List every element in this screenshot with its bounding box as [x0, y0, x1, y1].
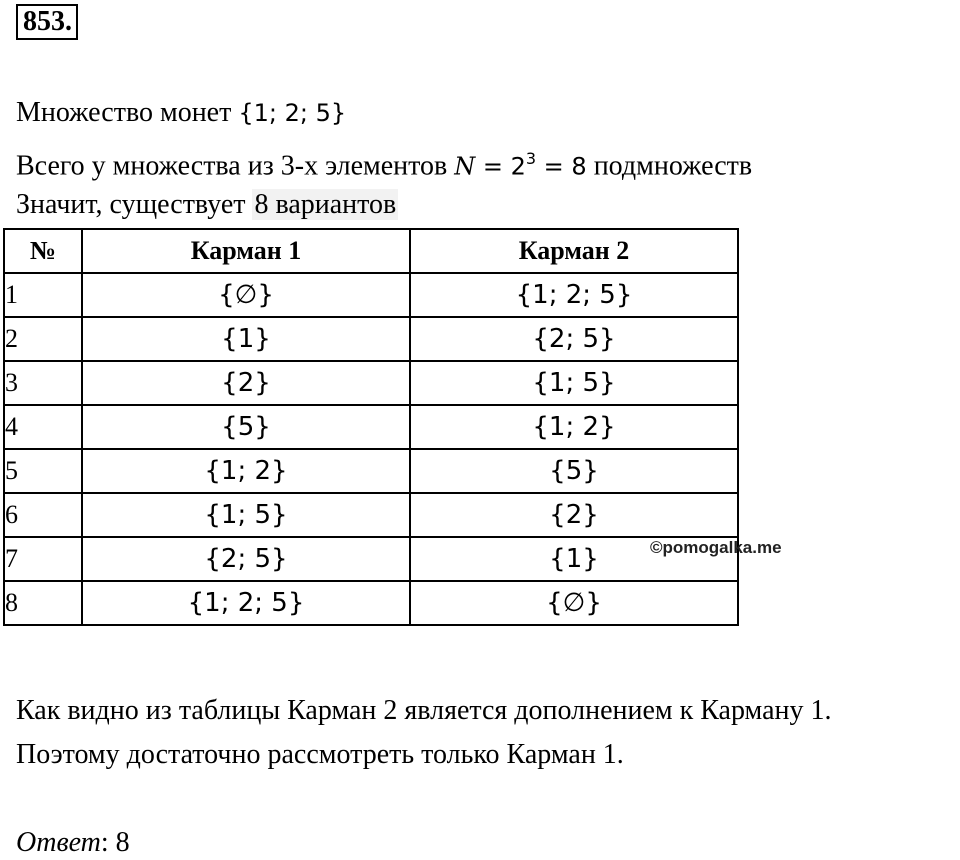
table-row [4, 361, 738, 405]
formula-eq2: = 8 [536, 152, 587, 181]
pocket-2-set: {2} [410, 493, 738, 537]
pocket-2-set: {1; 2} [410, 405, 738, 449]
answer-value: 8 [115, 827, 130, 858]
variants-text-start: Значит, существует [16, 189, 253, 220]
table-row [4, 273, 738, 317]
pocket-1-set: {2} [82, 361, 410, 405]
coin-set-math: {1; 2; 5} [238, 99, 347, 127]
conclusion-line-2: Поэтому достаточно рассмотреть только Карман 1. [16, 739, 624, 770]
coin-set-line [16, 96, 346, 130]
answer-label: Ответ [16, 827, 101, 858]
table-row [4, 537, 738, 581]
problem-number: 853. [16, 4, 78, 40]
pocket-1-set: {∅} [82, 273, 410, 317]
row-number: 7 [4, 537, 82, 581]
pocket-2-set: {5} [410, 449, 738, 493]
pocket-1-set: {2; 5} [82, 537, 410, 581]
pocket-1-set: {1; 2} [82, 449, 410, 493]
row-number: 3 [4, 361, 82, 405]
pocket-1-set: {5} [82, 405, 410, 449]
pocket-1-set: {1; 5} [82, 493, 410, 537]
watermark: ©pomogalka.me [650, 538, 782, 557]
pockets-table [3, 228, 739, 626]
pocket-2-set: {1} [410, 537, 738, 581]
answer-separator: : [100, 827, 116, 858]
row-number: 8 [4, 581, 82, 625]
row-number: 2 [4, 317, 82, 361]
pocket-1-set: {1} [82, 317, 410, 361]
row-number: 6 [4, 493, 82, 537]
pocket-2-set: {1; 2; 5} [410, 273, 738, 317]
pocket-2-set: {1; 5} [410, 361, 738, 405]
header-pocket-2: Карман 2 [410, 229, 738, 273]
table-header-row [4, 229, 738, 273]
table-row [4, 581, 738, 625]
formula-exponent: 3 [525, 149, 537, 168]
header-pocket-1: Карман 1 [82, 229, 410, 273]
pocket-2-set: {2; 5} [410, 317, 738, 361]
table-row [4, 493, 738, 537]
table-row [4, 317, 738, 361]
row-number: 1 [4, 273, 82, 317]
table-row [4, 405, 738, 449]
header-number: № [4, 229, 82, 273]
subsets-text-start: Всего у множества из 3-х элементов [16, 150, 455, 182]
formula-eq1: = 2 [475, 152, 526, 181]
row-number: 4 [4, 405, 82, 449]
subsets-count-line [16, 142, 752, 183]
variants-highlight: 8 вариантов [254, 189, 397, 220]
subsets-text-end: подмножеств [586, 150, 753, 182]
conclusion-line-1: Как видно из таблицы Карман 2 является дополнением к Карману 1. [16, 695, 832, 726]
row-number: 5 [4, 449, 82, 493]
variants-line [16, 188, 398, 222]
answer-line [16, 826, 130, 860]
formula-n: N [454, 152, 476, 181]
pocket-2-set: {∅} [410, 581, 738, 625]
table-row [4, 449, 738, 493]
coin-set-text: Множество монет [16, 97, 239, 128]
pocket-1-set: {1; 2; 5} [82, 581, 410, 625]
